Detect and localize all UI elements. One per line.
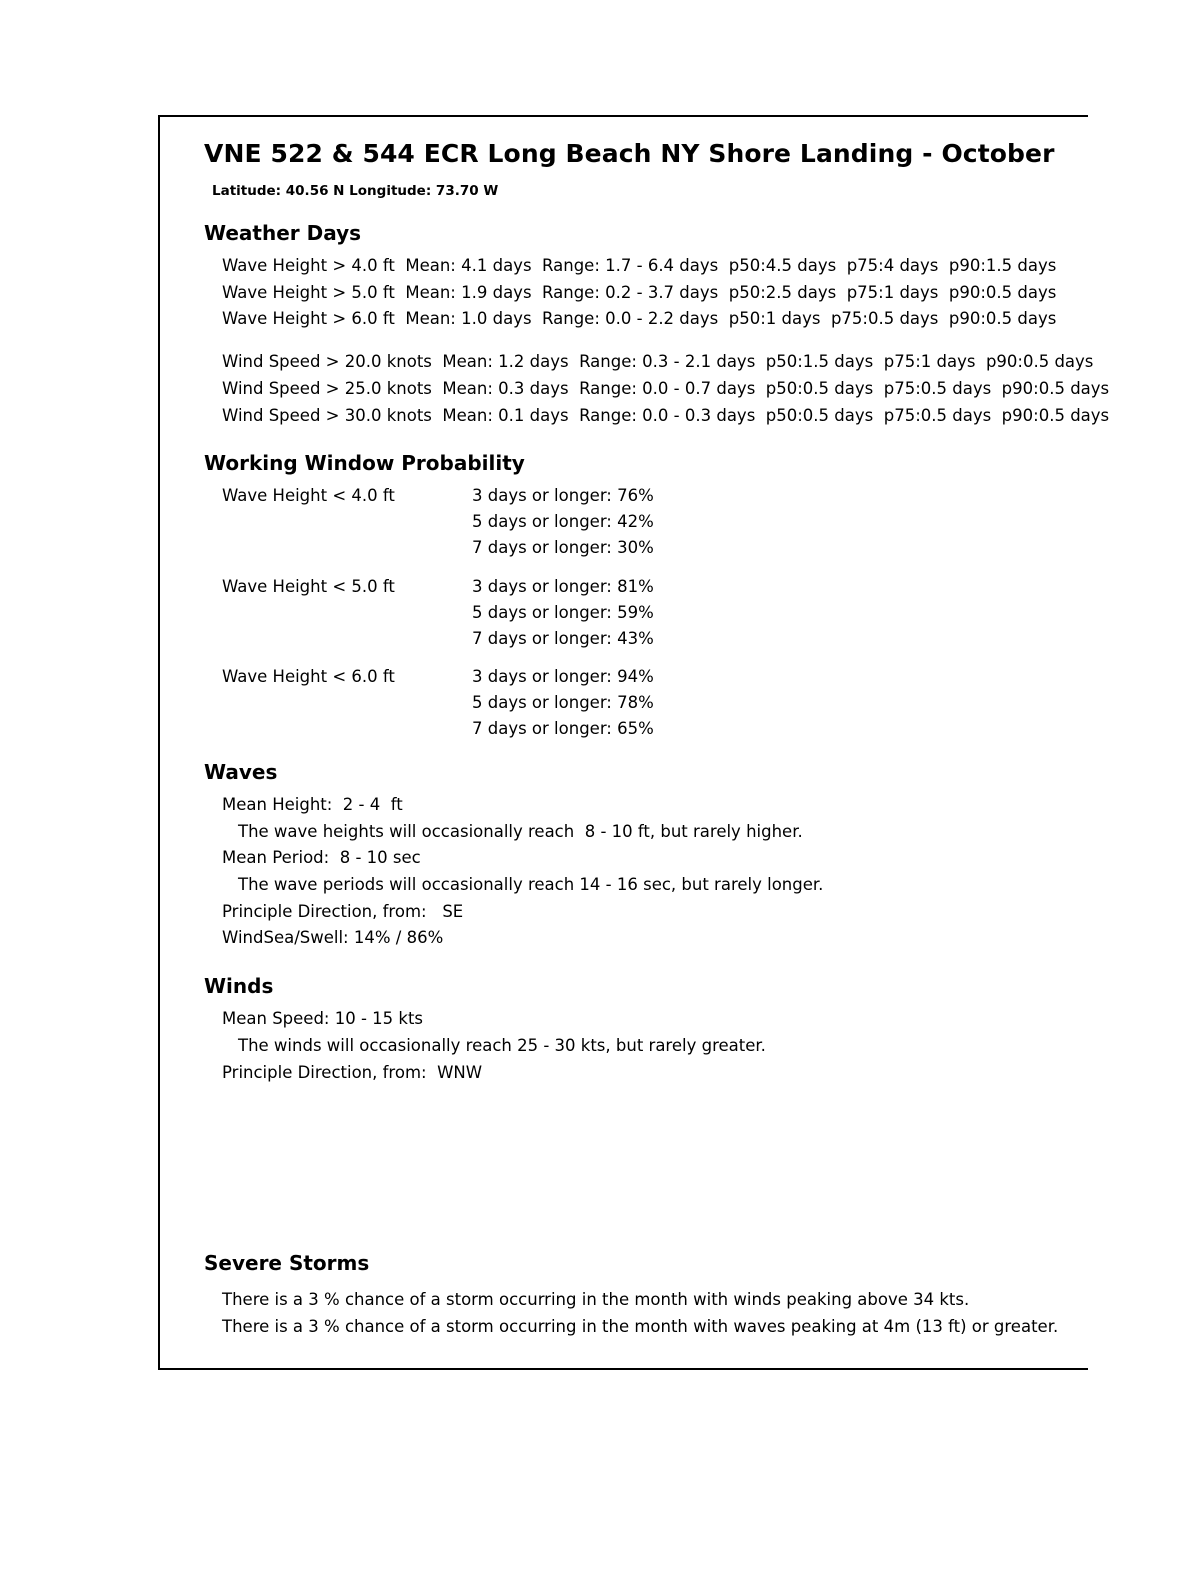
severe-storm-line: There is a 3 % chance of a storm occurring in the month with waves peaking at 4m (13 ft) or greater. bbox=[222, 1316, 1059, 1336]
working-window-group bbox=[222, 483, 1088, 561]
working-window-label: Wave Height < 5.0 ft bbox=[222, 576, 395, 596]
wave-mean-height: Mean Height: 2 - 4 ft bbox=[222, 794, 403, 814]
spacer bbox=[204, 333, 1088, 349]
wave-height-note: The wave heights will occasionally reach 8 - 10 ft, but rarely higher. bbox=[238, 821, 803, 841]
working-window-value: 3 days or longer: 94% bbox=[472, 666, 654, 686]
section-heading-severe-storms: Severe Storms bbox=[204, 1251, 370, 1276]
working-window-group bbox=[222, 574, 1088, 652]
working-window-values bbox=[472, 664, 654, 742]
weather-day-line: Wave Height > 4.0 ft Mean: 4.1 days Range: 1.7 - 6.4 days p50:4.5 days p75:4 days p90:1.5 days bbox=[222, 256, 1057, 275]
report-content bbox=[160, 117, 1110, 1086]
working-window-label: Wave Height < 4.0 ft bbox=[222, 486, 395, 506]
working-window-value: 5 days or longer: 42% bbox=[472, 512, 654, 532]
wave-period-note: The wave periods will occasionally reach 14 - 16 sec, but rarely longer. bbox=[238, 875, 824, 895]
wind-principle-direction: Principle Direction, from: WNW bbox=[222, 1062, 483, 1082]
section-heading-weather-days: Weather Days bbox=[204, 221, 362, 245]
working-window-group bbox=[222, 664, 1088, 742]
working-window-value: 7 days or longer: 43% bbox=[472, 628, 654, 648]
working-window-values bbox=[472, 483, 654, 561]
working-window-value: 5 days or longer: 78% bbox=[472, 692, 654, 712]
working-window-value: 7 days or longer: 65% bbox=[472, 718, 654, 738]
weather-day-line: Wind Speed > 20.0 knots Mean: 1.2 days Range: 0.3 - 2.1 days p50:1.5 days p75:1 days p90:0.5 days bbox=[222, 352, 1094, 372]
severe-storms-section bbox=[204, 1251, 1064, 1340]
weather-day-line: Wave Height > 6.0 ft Mean: 1.0 days Range: 0.0 - 2.2 days p50:1 days p75:0.5 days p90:0.5 days bbox=[222, 309, 1057, 329]
working-window-value: 3 days or longer: 81% bbox=[472, 576, 654, 596]
weather-day-line: Wind Speed > 25.0 knots Mean: 0.3 days Range: 0.0 - 0.7 days p50:0.5 days p75:0.5 days p90:0.5 days bbox=[222, 378, 1110, 398]
page-title: VNE 522 & 544 ECR Long Beach NY Shore Landing - October bbox=[204, 139, 1055, 168]
working-window-value: 3 days or longer: 76% bbox=[472, 486, 654, 506]
wind-mean-speed: Mean Speed: 10 - 15 kts bbox=[222, 1009, 424, 1029]
section-heading-winds: Winds bbox=[204, 974, 274, 999]
windsea-swell-ratio: WindSea/Swell: 14% / 86% bbox=[222, 928, 444, 948]
section-heading-waves: Waves bbox=[204, 759, 278, 784]
working-window-label: Wave Height < 6.0 ft bbox=[222, 666, 395, 686]
working-window-value: 5 days or longer: 59% bbox=[472, 602, 654, 622]
wave-mean-period: Mean Period: 8 - 10 sec bbox=[222, 848, 421, 868]
weather-day-line: Wind Speed > 30.0 knots Mean: 0.1 days Range: 0.0 - 0.3 days p50:0.5 days p75:0.5 days p90:0.5 days bbox=[222, 405, 1110, 425]
coordinates-line: Latitude: 40.56 N Longitude: 73.70 W bbox=[212, 183, 499, 199]
severe-storm-line: There is a 3 % chance of a storm occurring in the month with winds peaking above 34 kts. bbox=[222, 1290, 970, 1310]
weather-day-line: Wave Height > 5.0 ft Mean: 1.9 days Range: 0.2 - 3.7 days p50:2.5 days p75:1 days p90:0.5 days bbox=[222, 282, 1057, 302]
report-page bbox=[158, 115, 1110, 1370]
working-window-values bbox=[472, 574, 654, 652]
section-heading-working-window: Working Window Probability bbox=[204, 451, 525, 476]
wind-speed-note: The winds will occasionally reach 25 - 30 kts, but rarely greater. bbox=[238, 1035, 766, 1055]
working-window-value: 7 days or longer: 30% bbox=[472, 538, 654, 558]
wave-principle-direction: Principle Direction, from: SE bbox=[222, 901, 464, 921]
